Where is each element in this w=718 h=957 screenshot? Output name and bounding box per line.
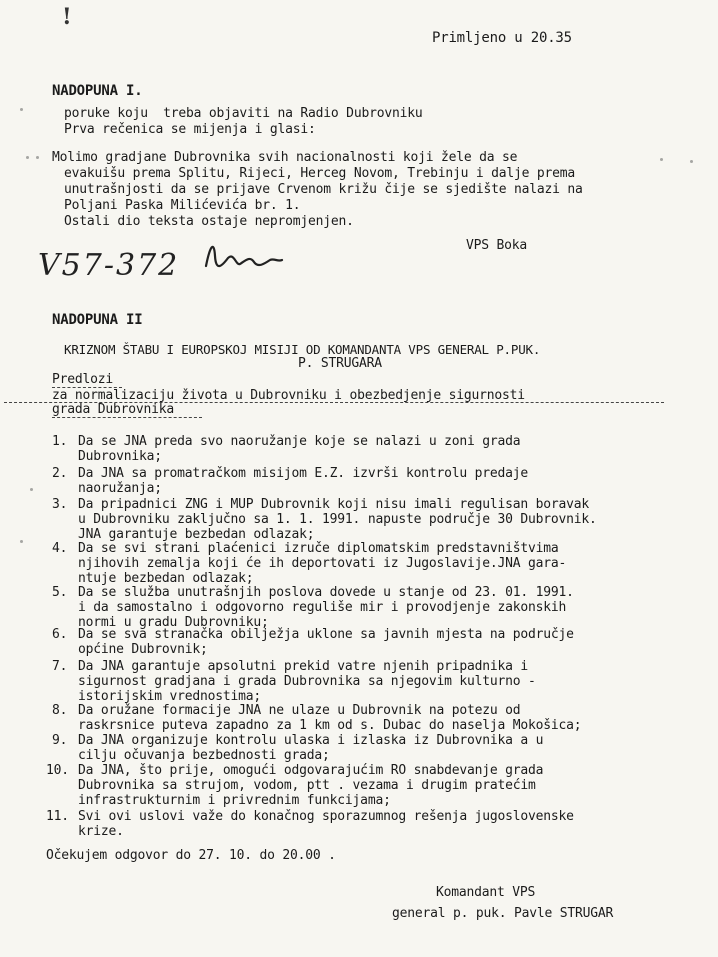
list-item-line: Da se služba unutrašnjih poslova dovede u stanje od 23. 01. 1991. <box>78 585 574 600</box>
list-item-number: 10. <box>46 763 69 778</box>
list-item-line: JNA garantuje bezbedan odlazak; <box>78 527 315 542</box>
list-item-line: Da se svi strani plaćenici izruče diplomatskim predstavništvima <box>78 541 559 556</box>
list-item-line: njihovih zemalja koji će ih deportovati iz Jugoslavije.JNA gara- <box>78 556 567 571</box>
list-item-number: 2. <box>52 466 68 481</box>
proposal-line-2: grada Dubrovnika <box>52 402 175 417</box>
list-item-line: Da JNA garantuje apsolutni prekid vatre njenih pripadnika i <box>78 659 528 674</box>
list-item-line: Da oružane formacije JNA ne ulaze u Dubrovnik na potezu od <box>78 703 521 718</box>
handwritten-initials-icon <box>200 236 285 278</box>
corner-mark: ! <box>62 4 72 30</box>
list-item-number: 9. <box>52 733 68 748</box>
list-item-line: Da se sva stranačka obilježja uklone sa javnih mjesta na područje <box>78 627 574 642</box>
proposal-heading: Predlozi <box>52 372 114 387</box>
list-item-number: 4. <box>52 541 68 556</box>
list-item-line: krize. <box>78 824 124 839</box>
list-item-line: Da pripadnici ZNG i MUP Dubrovnik koji nisu imali regulisan boravak <box>78 497 589 512</box>
part1-line-2: Prva rečenica se mijenja i glasi: <box>64 122 316 137</box>
list-item-line: Da JNA organizuje kontrolu ulaska i izlaska iz Dubrovnika a u <box>78 733 544 748</box>
proposal-line-1: za normalizaciju života u Dubrovniku i obezbedjenje sigurnosti <box>52 388 525 403</box>
list-item-number: 6. <box>52 627 68 642</box>
list-item-line: istorijskim vrednostima; <box>78 689 262 704</box>
list-item-number: 1. <box>52 434 68 449</box>
part1-body-4: Poljani Paska Milićevića br. 1. <box>64 198 301 213</box>
list-item-number: 11. <box>46 809 69 824</box>
list-item-line: Da JNA sa promatračkom misijom E.Z. izvrši kontrolu predaje <box>78 466 528 481</box>
handwritten-number: V57-372 <box>38 248 180 283</box>
part1-signature: VPS Boka <box>466 238 528 253</box>
commander-name: general p. puk. Pavle STRUGAR <box>392 906 614 921</box>
list-item-line: i da samostalno i odgovorno reguliše mir i provodjenje zakonskih <box>78 600 567 615</box>
list-item-line: cilju očuvanja bezbednosti grada; <box>78 748 330 763</box>
recipient-line-1: KRIZNOM ŠTABU I EUROPSKOJ MISIJI OD KOMANDANTA VPS GENERAL P.PUK. <box>64 342 541 357</box>
list-item-number: 5. <box>52 585 68 600</box>
part2-title: NADOPUNA II <box>52 312 143 328</box>
part1-title: NADOPUNA I. <box>52 83 143 99</box>
part1-body-2: evakuišu prema Splitu, Rijeci, Herceg Novom, Trebinju i dalje prema <box>64 166 575 181</box>
list-item-line: Da JNA, što prije, omogući odgovarajućim RO snabdevanje grada <box>78 763 544 778</box>
list-item-line: u Dubrovniku zaključno sa 1. 1. 1991. napuste područje 30 Dubrovnik. <box>78 512 597 527</box>
list-item-line: raskrsnice puteva zapadno za 1 km od s. Dubac do naselja Mokošica; <box>78 718 582 733</box>
part1-body-1: Molimo gradjane Dubrovnika svih nacionalnosti koji žele da se <box>52 150 518 165</box>
part1-closing: Ostali dio teksta ostaje nepromjenjen. <box>64 214 354 229</box>
list-item-line: Dubrovnika sa strujom, vodom, ptt . vezama i drugim pratećim <box>78 778 536 793</box>
list-item-line: infrastrukturnim i privrednim funkcijama; <box>78 793 391 808</box>
deadline-text: Očekujem odgovor do 27. 10. do 20.00 . <box>46 848 336 863</box>
list-item-line: sigurnost gradjana i grada Dubrovnika sa njegovim kulturno - <box>78 674 536 689</box>
list-item-number: 8. <box>52 703 68 718</box>
list-item-line: Da se JNA preda svo naoružanje koje se nalazi u zoni grada <box>78 434 521 449</box>
list-item-number: 3. <box>52 497 68 512</box>
commander-title: Komandant VPS <box>436 885 536 900</box>
recipient-line-2: P. STRUGARA <box>298 356 382 371</box>
list-item-line: Svi ovi uslovi važe do konačnog sporazumnog rešenja jugoslovenske <box>78 809 574 824</box>
part1-line-1: poruke koju treba objaviti na Radio Dubrovniku <box>64 106 423 121</box>
list-item-line: normi u gradu Dubrovniku; <box>78 615 269 630</box>
list-item-line: ntuje bezbedan odlazak; <box>78 571 254 586</box>
part1-body-3: unutrašnjosti da se prijave Crvenom križu čije se sjedište nalazi na <box>64 182 583 197</box>
list-item-line: naoružanja; <box>78 481 162 496</box>
received-stamp: Primljeno u 20.35 <box>432 30 572 46</box>
list-item-line: Dubrovnika; <box>78 449 162 464</box>
list-item-number: 7. <box>52 659 68 674</box>
list-item-line: općine Dubrovnik; <box>78 642 208 657</box>
